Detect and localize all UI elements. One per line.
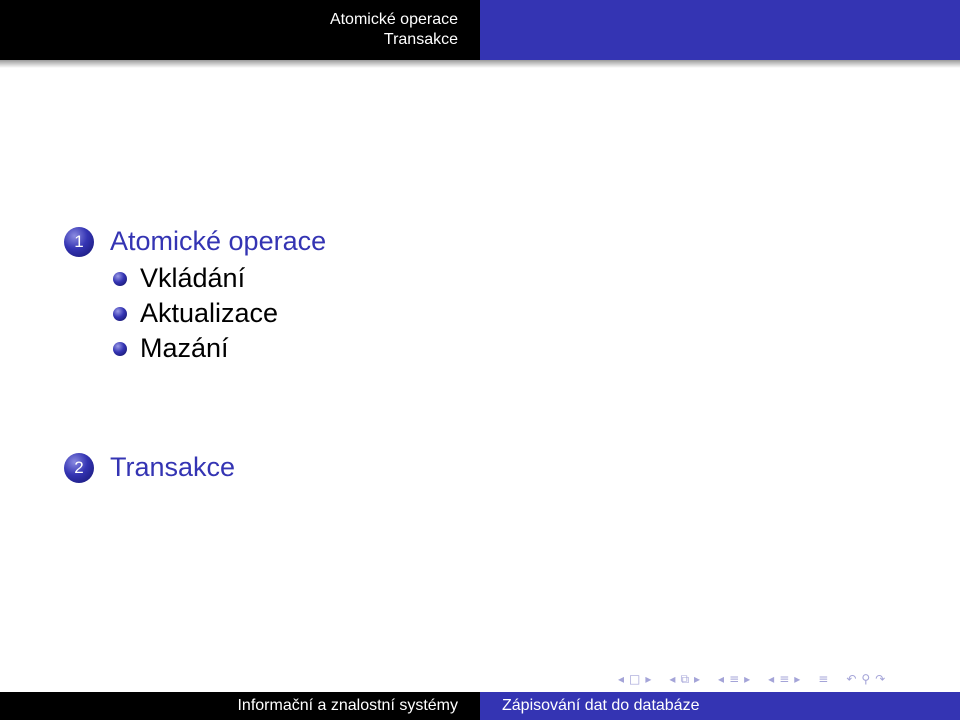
frame-icon[interactable]: □: [629, 672, 641, 686]
footer-left-panel: [0, 692, 480, 720]
nav-link-atomicke-operace[interactable]: Atomické operace: [329, 11, 458, 28]
section-right-arrow-icon[interactable]: ▸: [744, 672, 751, 686]
redo-icon[interactable]: ↷: [875, 672, 886, 686]
undo-icon[interactable]: ↶: [846, 672, 857, 686]
toc-subsection-mazani[interactable]: [113, 333, 229, 364]
section-left-arrow-icon[interactable]: ◂: [718, 672, 725, 686]
section-number-badge: 1: [64, 227, 94, 257]
subsection-title: Vkládání: [140, 263, 246, 293]
footer-right-panel: [480, 692, 960, 720]
bullet-icon: [113, 307, 127, 321]
subsection-title: Mazání: [140, 333, 229, 363]
subsection-icon[interactable]: ⧉: [680, 672, 690, 686]
subsection-right-arrow-2-icon[interactable]: ▸: [794, 672, 801, 686]
toc-section-1[interactable]: [64, 226, 326, 257]
subsection-left-arrow-icon[interactable]: ◂: [669, 672, 676, 686]
section-number-badge: 2: [64, 453, 94, 483]
toc-subsection-aktualizace[interactable]: [113, 298, 278, 329]
bullet-icon: [113, 272, 127, 286]
appendix-icon[interactable]: ≡: [818, 672, 829, 686]
footer-presentation-title: Zápisování dat do databáze: [502, 697, 700, 714]
section-icon[interactable]: ≡: [729, 672, 740, 686]
section-title: Transakce: [110, 452, 236, 482]
subsection-title: Aktualizace: [140, 298, 279, 328]
subsection-right-arrow-icon[interactable]: ▸: [694, 672, 701, 686]
subsection-2-icon[interactable]: ≡: [779, 672, 790, 686]
toc-section-2[interactable]: [64, 452, 235, 483]
footer-course-title: Informační a znalostní systémy: [237, 697, 458, 714]
bullet-icon: [113, 342, 127, 356]
section-title: Atomické operace: [110, 226, 327, 256]
frame-left-arrow-icon[interactable]: ◂: [618, 672, 625, 686]
toc-subsection-vkladani[interactable]: [113, 263, 245, 294]
subsection-left-arrow-2-icon[interactable]: ◂: [768, 672, 775, 686]
frame-right-arrow-icon[interactable]: ▸: [645, 672, 652, 686]
footer-bar: [0, 692, 960, 720]
search-icon[interactable]: ⚲: [861, 672, 871, 686]
navigation-symbols: [618, 668, 958, 690]
nav-link-transakce[interactable]: Transakce: [383, 31, 458, 48]
